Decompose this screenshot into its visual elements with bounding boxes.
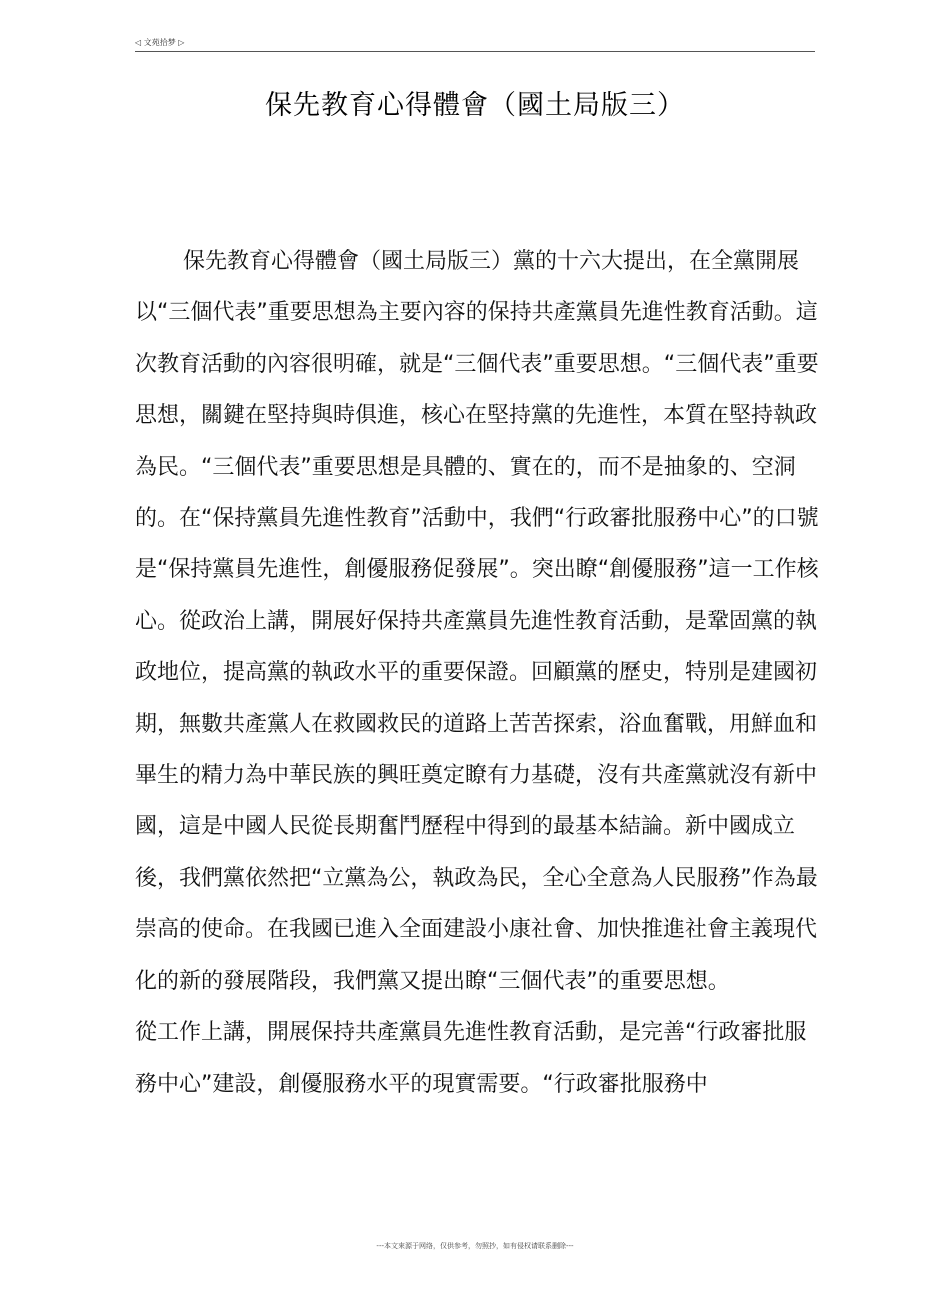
header-divider — [135, 51, 815, 52]
document-title: 保先教育心得體會（國土局版三） — [265, 90, 685, 121]
document-body — [135, 236, 825, 1110]
body-paragraph-1: 保先教育心得體會（國土局版三）黨的十六大提出，在全黨開展以“三個代表”重要思想為主要內容的保持共產黨員先進性教育活動。這次教育活動的內容很明確，就是“三個代表”重要思想。“三個代表”重要思想，關鍵在堅持與時俱進，核心在堅持黨的先進性，本質在堅持執政為民。“三個代表”重要思想是具體的、實在的，而不是抽象的、空洞的。在“保持黨員先進性教育”活動中，我們“行政審批服務中心”的口號是“保持黨員先進性，創優服務促發展”。突出瞭“創優服務”這一工作核心。從政治上講，開展好保持共產黨員先進性教育活動，是鞏固黨的執政地位，提高黨的執政水平的重要保證。回顧黨的歷史，特別是建國初期，無數共產黨人在救國救民的道路上苦苦探索，浴血奮戰，用鮮血和畢生的精力為中華民族的興旺奠定瞭有力基礎，沒有共產黨就沒有新中國，這是中國人民從長期奮鬥歷程中得到的最基本結論。新中國成立後，我們黨依然把“立黨為公，執政為民，全心全意為人民服務”作為最崇高的使命。在我國已進入全面建設小康社會、加快推進社會主義現代化的新的發展階段，我們黨又提出瞭“三個代表”的重要思想。 — [135, 249, 819, 994]
page-footer: ---本文來源于网络，仅供参考，勿照抄，如有侵权请联系删除--- — [376, 1242, 574, 1250]
page-header: ◁ 文苑拾梦 ▷ — [135, 38, 185, 47]
body-paragraph-2: 從工作上講，開展保持共產黨員先進性教育活動，是完善“行政審批服務中心”建設，創優服務水平的現實需要。“行政審批服務中 — [135, 1020, 807, 1097]
